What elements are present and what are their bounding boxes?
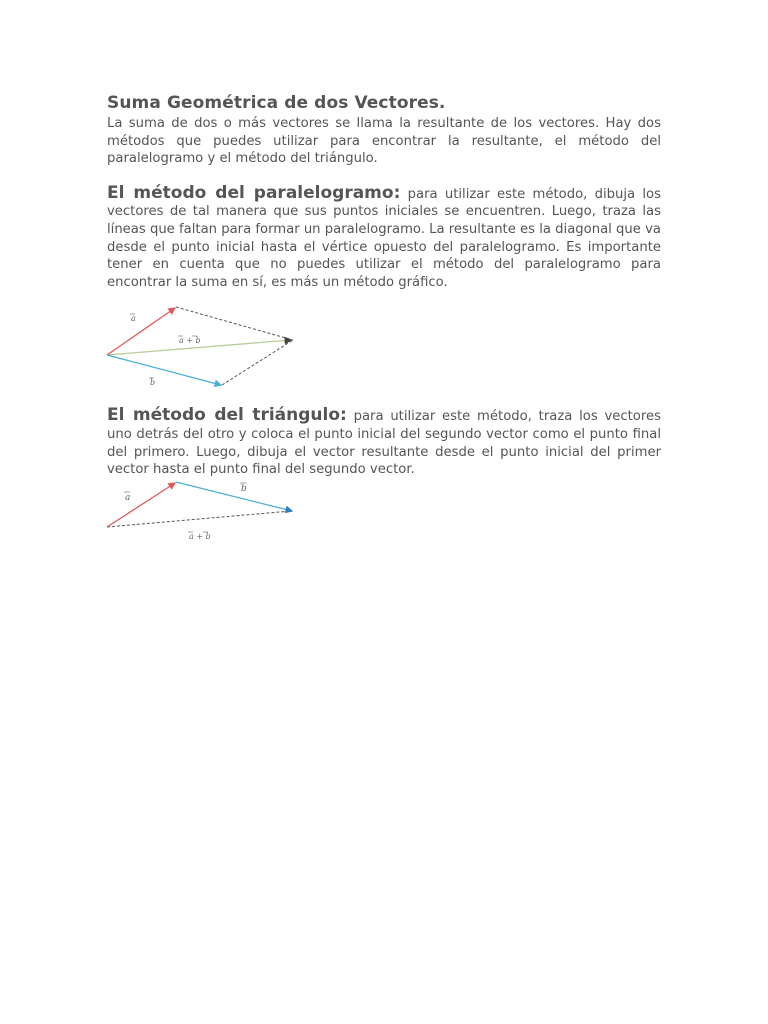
parallelogram-heading: El método del paralelogramo: (107, 182, 401, 203)
triangle-figure (105, 481, 305, 549)
triangle-resultant-dashed (107, 511, 291, 527)
triangle-label-sum: a + b (189, 531, 211, 541)
intro-paragraph: La suma de dos o más vectores se llama la resultante de los vectores. Hay dos métodos que puedes utilizar para encontrar la resultante, el método del paralelogramo y el método del triángulo. (107, 116, 661, 167)
vector-a-label: a (131, 314, 136, 324)
vector-b-label: b (150, 378, 156, 388)
vector-b-arrow (107, 355, 221, 388)
triangle-heading: El método del triángulo: (107, 405, 347, 426)
triangle-vector-b (176, 482, 292, 511)
triangle-vector-a (107, 483, 175, 527)
resultant-label: a + b (179, 336, 201, 346)
triangle-label-b: b (241, 483, 247, 494)
document-content (107, 93, 661, 549)
parallelogram-body: para utilizar este método, dibuja los vectores de tal manera que sus puntos iniciales se encuentren. Luego, traza las líneas que faltan para formar un paralelogramo. La resultante es la diagonal que va desde el punto inicial hasta el vértice opuesto del paralelogramo. Es importante tener en cuenta que no puedes utilizar el método del paralelogramo para encontrar la suma en sí, es más un método gráfico. (107, 186, 661, 290)
page-title: Suma Geométrica de dos Vectores. (107, 93, 446, 113)
vector-a-arrow (107, 308, 175, 355)
triangle-paragraph (107, 407, 661, 478)
parallelogram-dashed-side-b (222, 340, 293, 385)
triangle-label-a: a (125, 492, 131, 503)
triangle-body: para utilizar este método, traza los vectores uno detrás del otro y coloca el punto inicial del segundo vector como el punto final del primero. Luego, dibuja el vector resultante desde el punto inicial del primer vector hasta el punto final del segundo vector. (107, 409, 661, 478)
parallelogram-figure (105, 305, 305, 397)
parallelogram-paragraph (107, 182, 661, 292)
